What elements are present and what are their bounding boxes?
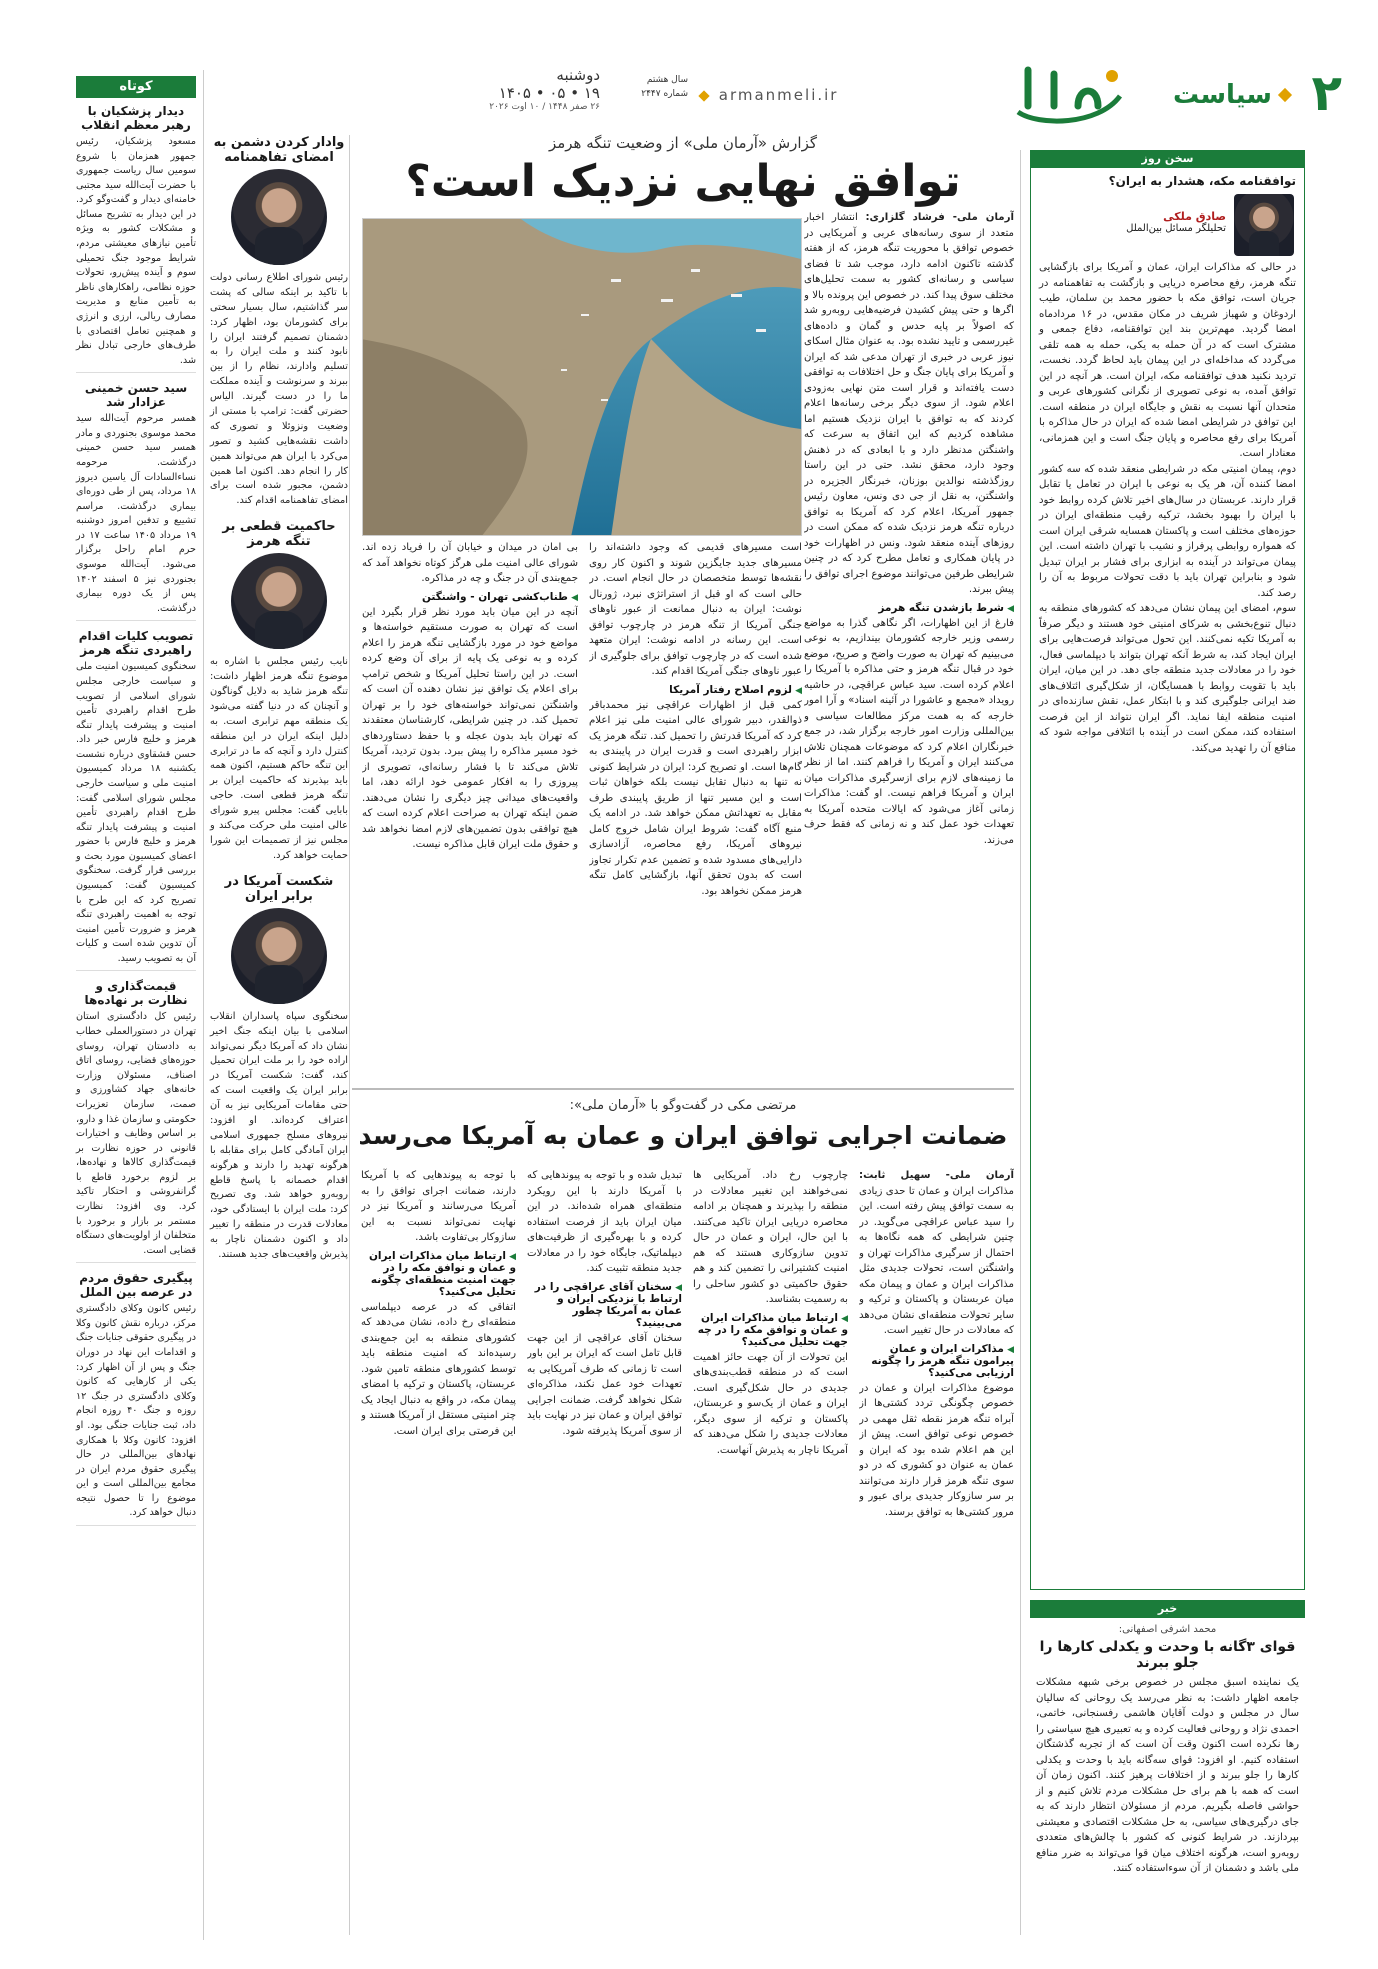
second-col-3: تبدیل شده و با توجه به پیوندهایی که با آمریکا دارند با این رویکرد منطقه‌ای همراه شده‌اند. در این میان ایران باید از فرصت استفاده کرده و با بهره‌گیری از ظرفیت‌های دیپلماتیک، جایگاه خود را در معادلات جدید منطقه تثبیت کند. ◀ سخنان آقای عراقچی را در ارتباط با نزدیکی ایران و عمان به آمریکا چطور می‌بینید؟ سخنان آقای عراقچی از این جهت قابل تامل است که ایران بر این باور است تا زمانی که طرف آمریکایی به تعهدات خود عمل نکند، مذاکره‌ای شکل نخواهد گرفت. ضمانت اجرایی توافق ایران و عمان نیز در نهایت باید از سوی آمریکا پذیرفته شود.	[527, 1168, 682, 1928]
commentary-portrait	[231, 908, 327, 1004]
editorial-label: سخن روز	[1031, 150, 1304, 168]
main-kicker: گزارش «آرمان ملی» از وضعیت تنگه هرمز	[548, 134, 818, 152]
commentary-portrait	[231, 169, 327, 265]
news-box-title: قوای ۳گانه با وحدت و یکدلی کارها را جلو ببرند	[1039, 1639, 1296, 1671]
divider-left	[203, 70, 204, 1940]
short-news-item: سید حسن خمینی عزادار شد همسر مرحوم آیت‌الله سید محمد موسوی بجنوردی و مادر همسر سید حسن خمینی درگذشت. مرحومه نساءالسادات آل یاسین دیروز ۱۸ مرداد، پس از طی دوره‌ای بیماری درگذشت. مراسم تشییع و تدفین امروز دوشنبه ۱۹ مرداد ۱۴۰۵ ساعت ۱۷ در حرم امام راحل برگزار می‌شود. آیت‌الله موسوی بجنوردی نیز ۵ اسفند ۱۴۰۲ پس از یک دوره بیماری درگذشت.	[76, 381, 196, 621]
section-label	[1173, 80, 1290, 110]
commentary-title: حاکمیت قطعی بر تنگه هرمز	[222, 519, 336, 550]
short-news-title: تصویب کلیات اقدام راهبردی تنگه هرمز	[78, 629, 194, 658]
short-news-label: کوتاه	[76, 76, 196, 98]
commentary-item: وادار کردن دشمن به امضای تفاهمنامه رئیس شورای اطلاع رسانی دولت با تاکید بر اینکه سالی که پشت سر گذاشتیم، سال بسیار سختی برای کشورمان بود، اظهار کرد: دشمنان تصمیم گرفتند ایران را نابود کنند و ملت ایران را به تسلیم وادارند، نظام را از بین ببرند و سرنوشت و آینده مملکت ما را در دست گیرند. الیاس حضرتی گفت: ترامپ با مستی از وضعیت ونزوئلا و تصوری که داشت نقشه‌هایی کشید و تصور می‌کرد با ایران هم می‌تواند همین کار را انجام دهد. اکنون اما همین دشمن، مجبور شده است برای امضای تفاهمنامه اقدام کند.	[210, 135, 348, 507]
masthead	[0, 62, 1378, 132]
logo	[1008, 56, 1128, 130]
editorial-author-photo	[1234, 194, 1294, 256]
second-story	[352, 1088, 1014, 1928]
second-col-2: چارچوب رخ داد. آمریکایی ها نمی‌خواهند این تغییر معادلات در منطقه را بپذیرند و همچنان بر ادامه محاصره دریایی ایران تاکید می‌کنند. با این حال، ایران و عمان در حال تدوین سازوکاری هستند که هم امنیت کشتیرانی را تضمین کند و هم حقوق حاکمیتی دو کشور ساحلی را به رسمیت بشناسد. ◀ ارتباط میان مذاکرات ایران و عمان و توافق مکه را در چه جهت تحلیل می‌کنید؟ این تحولات از آن جهت حائز اهمیت است که در منطقه قطب‌بندی‌های جدیدی در حال شکل‌گیری است. ایران و عمان از یک‌سو و عربستان، پاکستان و ترکیه از سوی دیگر، معادلات جدیدی را شکل می‌دهند که آمریکا ناچار به پذیرش آنهاست.	[693, 1168, 848, 1928]
short-news-item: قیمت‌گذاری و نظارت بر نهاده‌ها رئیس کل دادگستری استان تهران در دستورالعملی خطاب به دادستان تهران، روسای حوزه‌های قضایی، روسای اتاق اصناف، مسئولان وزارت خانه‌های جهاد کشاورزی و صمت، سازمان تعزیرات حکومتی و سازمان غذا و دارو، بر اساس وظایف و اختیارات قانونی در حوزه نظارت بر قیمت‌گذاری کالاها و نهاده‌ها، بر لزوم برخورد قاطع با گرانفروشی و احتکار تاکید کرد. وی افزود: نظارت مستمر بر بازار و برخورد با متخلفان از اولویت‌های دستگاه قضایی است.	[76, 979, 196, 1263]
second-kicker: مرتضی مکی در گفت‌وگو با «آرمان ملی»:	[569, 1098, 797, 1113]
logo-mark-icon	[1008, 56, 1128, 130]
short-news-column	[76, 76, 196, 1916]
short-news-item: پیگیری حقوق مردم در عرصه بین الملل رئیس کانون وکلای دادگستری مرکز، درباره نقش کانون وکلا در پیگیری حقوقی جنایات جنگ و اقدامات این نهاد در دوران جنگ و پس از آن اظهار کرد: یکی از کارهایی که کانون وکلای دادگستری در جنگ ۱۲ روزه و جنگ ۴۰ روزه انجام داد، ثبت جنایات جنگی بود. او افزود: کانون وکلا با همکاری نهادهای بین‌المللی در حال پیگیری حقوق مردم ایران در مجامع بین‌المللی است و این موضوع را تا حصول نتیجه دنبال خواهد کرد.	[76, 1271, 196, 1526]
commentary-title: وادار کردن دشمن به امضای تفاهمنامه	[213, 135, 345, 165]
web-bullet-icon	[698, 90, 709, 101]
main-photo	[362, 218, 802, 536]
date-block	[350, 66, 600, 112]
date-other: ۲۶ صفر ۱۴۴۸ / ۱۰ اوت ۲۰۲۶	[489, 102, 600, 112]
weekday: دوشنبه	[556, 66, 600, 84]
editorial-author-role: تحلیلگر مسائل بین‌الملل	[1126, 223, 1226, 234]
commentary-portrait	[231, 553, 327, 649]
date-shamsi: ۱۴۰۵ • ۰۵ • ۱۹	[498, 84, 600, 102]
main-col-left: بی امان در میدان و خیابان آن را فریاد زده اند. شورای عالی امنیت ملی هرگز کوتاه نخواهد آمد که جمع‌بندی آن در جنگ و چه در مذاکره. ◀ طناب‌کشی تهران - واشنگتن آنچه در این میان باید مورد نظر قرار بگیرد این است که تهران به صورت مستقیم خواسته‌ها و مواضع خود در مورد بازگشایی تنگه هرمز را اعلام کرده و به نوعی یک پایه از برای آن وضع کرده است. در این راستا تحلیل آمریکا و شخص ترامپ برای اعلام یک توافق نیز نشان دهنده آن است که واشنگتن نمی‌تواند خواسته‌های خود را بر تهران تحمیل کند. در چنین شرایطی، کارشناسان معتقدند که تهران باید بدون عجله و با حفظ دستاوردهای خود مسیر مذاکره را پیش ببرد. بدون تردید، آمریکا تلاش می‌کند تا با فشار رسانه‌ای، تصویری از پیروزی را به افکار عمومی خود ارائه دهد، اما واقعیت‌های میدانی چیز دیگری را نشان می‌دهند. ضمن اینکه تهران به صراحت اعلام کرده است که هیچ توافقی بدون تضمین‌های لازم امضا نخواهد شد و حقوق ملت ایران قابل مذاکره نیست.	[362, 540, 578, 1280]
short-news-item: تصویب کلیات اقدام راهبردی تنگه هرمز سخنگوی کمیسیون امنیت ملی و سیاست خارجی مجلس شورای اسلامی از تصویب طرح اقدام راهبردی تأمین امنیت و پیشرفت پایدار تنگه هرمز و خلیج فارس خبر داد. حسن قشقاوی درباره نشست یکشنبه ۱۸ مرداد کمیسیون امنیت ملی و سیاست خارجی مجلس شورای اسلامی گفت: طرح اقدام راهبردی تأمین امنیت و پیشرفت پایدار تنگه هرمز و خلیج فارس با حضور اعضای کمیسیون مورد بحث و بررسی قرار گرفت. سخنگوی کمیسیون گفت: کمیسیون تصریح کرد که این طرح با توجه به اهمیت راهبردی تنگه هرمز و ضرورت تأمین امنیت آن تدوین شده است و کلیات آن به تصویب رسید.	[76, 629, 196, 971]
middle-column	[210, 135, 348, 1895]
news-box: خبر محمد اشرفی اصفهانی: قوای ۳گانه با وحدت و یکدلی کارها را جلو ببرند یک نماینده اسبق مجلس در خصوص برخی شبهه مشکلات جامعه اظهار داشت: به نظر می‌رسد یک روحانی که سالیان سال در مجلس و دولت آقایان هاشمی رفسنجانی، خاتمی، احمدی نژاد و روحانی فعالیت کرده و به تعبیری هیچ سیاستی را رها نکرده است اکنون وقت آن است که از تجربه گذشتگان استفاده کنیم. او افزود: قوای سه‌گانه باید با وحدت و یکدلی کارها را جلو ببرند و از اختلافات پرهیز کنند. اکنون زمان آن است که همه با هم برای حل مشکلات مردم تلاش کنیم و از حواشی فاصله بگیریم. مردم از مسئولان انتظار دارند که به جای درگیری‌های سیاسی، به حل مشکلات اقتصادی و معیشتی بپردازند. در شرایط کنونی که کشور با چالش‌های متعددی روبه‌رو است، هرگونه اختلاف میان قوا می‌تواند به ضرر منافع ملی باشد و دشمنان از آن سوءاستفاده کنند.	[1030, 1600, 1305, 1930]
short-news-item: دیدار پزشکیان با رهبر معظم انقلاب مسعود پزشکیان، رئیس جمهور همزمان با شروع سومین سال ریاست جمهوری با حضرت آیت‌الله سید مجتبی خامنه‌ای دیدار و گفت‌وگو کرد. در این دیدار به تشریح مسائل و مشکلات کشور به ویژه تأمین نیازهای معیشتی مردم، شرایط موجود جنگ تحمیلی سوم و آینده پیش‌رو، تحولات حوزه نظامی، راهکارهای ناظر به تأمین منابع و مدیریت مصارف ریالی، ارزی و انرژی و همچنین تعامل اقتصادی با طرف‌های خارجی تبادل نظر شد.	[76, 104, 196, 373]
website[interactable]: armanmeli.ir	[700, 86, 838, 104]
section-marker-icon	[1278, 88, 1292, 102]
issue-info: سال هشتم شماره ۲۴۴۷	[641, 75, 688, 99]
main-headline: توافق نهایی نزدیک است؟	[405, 156, 961, 207]
short-news-title: پیگیری حقوق مردم در عرصه بین الملل	[79, 1271, 193, 1300]
short-news-list	[76, 104, 196, 1526]
short-news-title: دیدار پزشکیان با رهبر معظم انقلاب	[81, 104, 191, 132]
second-headline: ضمانت اجرایی توافق ایران و عمان به آمریکا می‌رسد	[358, 1121, 1008, 1150]
editorial-title: توافقنامه مکه، هشدار به ایران؟	[1108, 174, 1296, 188]
section-name: سیاست	[1172, 80, 1272, 110]
news-box-source: محمد اشرفی اصفهانی:	[1118, 1624, 1217, 1635]
main-col-right: آرمان ملی- فرشاد گلزاری: انتشار اخبار متعدد از سوی رسانه‌های عربی و آمریکایی در خصوص توافق با محوریت تنگه هرمز، که از هفته گذشته تاکنون ادامه دارد، موجب شد تا فضای سیاسی و رسانه‌ای کشور به سمت تحلیل‌های مختلف سوق پیدا کند. در خصوص این پرونده بالا و اگرها و حتی پیش کشیدن فرضیه‌هایی روبه‌رو شد که اصولاً بر پایه حدس و گمان و داده‌های غیررسمی و تایید نشده بود. به عنوان مثال اسکای نیوز عربی در خبری از تهران مدعی شد که ایران و آمریکا برای پایان جنگ و حل اختلافات به توافقی دست یافته‌اند و قرار است متن نهایی به‌زودی اعلام شود. از سوی دیگر برخی رسانه‌ها اعلام کردند که به توافق با ایران نزدیک هستیم اما مشاهده کردیم که این اتفاق به سرعت که واشنگتن مدنظر دارد و با ابعادی که در ذهنش وجود دارد، محقق نشد. حتی در این راستا روزگذشته نوالدین بوزنان، خبرنگار الجزیره در واشنگتن، به نقل از جی دی ونس، معاون رئیس جمهور آمریکا، اعلام کرد که آمریکا به توافق درباره تنگه هرمز نزدیک شده که ممکن است در روزهای آینده منعقد شود. ونس در اظهارات خود در پایان همکاری و تعامل مطرح کرد که در چنین شرایطی طرفین می‌توانند موضوع اجرای توافق را پیش ببرند. ◀ شرط بازشدن تنگه هرمز فارغ از این اظهارات، اگر نگاهی گذرا به مواضع رسمی وزیر خارجه کشورمان بیندازیم، به نوعی می‌بینیم که تهران به صورت واضح و صریح، موضع خود در قبال تنگه هرمز و حتی مذاکره با آمریکا را اعلام کرده است. سید عباس عراقچی، در حاشیه رویداد «مجمع و عاشورا در آئینه اسناد» و آرا امور خارجه که به همت مرکز مطالعات سیاسی و بین‌المللی وزارت امور خارجه برگزار شد، در جمع خبرنگاران اعلام کرد که موضوعات همچنان تلاش می‌کنند ایران و آمریکا را فراهم کنند. اما از نظر ما زمینه‌های لازم برای ازسرگیری مذاکرات میان ایران و آمریکا فراهم نیست. او گفت: مذاکرات زمانی آغاز می‌شود که ایالات متحده آمریکا به تعهدات خود عمل کند و نه زمانی که فقط حرف می‌زند.	[804, 210, 1014, 1280]
commentary-item: حاکمیت قطعی بر تنگه هرمز نایب رئیس مجلس با اشاره به موضوع تنگه هرمز اظهار داشت: تنگه هرمز شاید به دلایل گوناگون و آنچنان که در دنیا گفته می‌شود یک منطقه مهم ترابری است. به دلیل اینکه ایران در این منطقه کنترل دارد و آنچه که ما در ترابری این تنگه حاکم هستیم، اکنون همه باید بپذیرند که حاکمیت ایران بر تنگه هرمز قطعی است. حاجی بابایی گفت: مجلس پیرو شورای عالی امنیت ملی حرکت می‌کند و مجلس نیز از تصمیمات این شورا حمایت خواهد کرد.	[210, 519, 348, 861]
divider-right	[1020, 150, 1021, 1935]
main-subhead-1: ◀ شرط بازشدن تنگه هرمز	[804, 602, 1014, 614]
main-subhead-3: ◀ طناب‌کشی تهران - واشنگتن	[362, 591, 578, 603]
strait-aerial-image	[362, 219, 801, 536]
short-news-title: سید حسن خمینی عزادار شد	[84, 381, 188, 410]
short-news-title: قیمت‌گذاری و نظارت بر نهاده‌ها	[84, 979, 188, 1008]
main-col-mid: است مسیرهای قدیمی که وجود داشته‌اند را مسیرهای جدید جایگزین شوند و اکنون کار روی نقشه‌ها توسط متخصصان در حال انجام است. در حالی است که او قبل از استراتژی نبرد، ژورنال نوشت: ایران به دنبال ممانعت از عبور ناوهای جنگی آمریکا از تنگه هرمز در چارچوب توافق است. این رسانه در ادامه نوشت: ایران متعهد شده است که در چارچوب توافق برای جلوگیری از عبور ناوهای جنگی آمریکا اقدام کند. ◀ لزوم اصلاح رفتار آمریکا کمی قبل از اظهارات عراقچی نیز محمدباقر ذوالقدر، دبیر شورای عالی امنیت ملی نیز اعلام کرد که آمریکا قدرتش را تحمیل کند. تنگه هرمز یک ابزار راهبردی است و قدرت ایران در پایبندی به گام‌ها است. او تصریح کرد: ایران در شرایط کنونی نه تنها به دنبال تقابل نیست بلکه خواهان ثبات است و این مسیر تنها از طریق پایبندی طرف مقابل به تعهداتش ممکن خواهد شد. در ادامه یک منبع آگاه گفت: شروط ایران شامل خروج کامل نیروهای آمریکا، رفع محاصره، آزادسازی دارایی‌های مسدود شده و تضمین عدم تکرار تجاوز است که بدون تحقق آنها، بازگشایی کامل تنگه هرمز ممکن نخواهد بود.	[589, 540, 802, 1280]
main-byline: آرمان ملی- فرشاد گلزاری:	[865, 212, 1014, 223]
divider-mid	[349, 135, 350, 1935]
main-subhead-2: ◀ لزوم اصلاح رفتار آمریکا	[589, 684, 802, 696]
second-col-4: با توجه به پیوندهایی که با آمریکا دارند، ضمانت اجرای توافق را به آمریکا می‌رسانند و آمریکا نیز در نهایت نمی‌تواند نسبت به این سازوکار بی‌تفاوت باشد. ◀ ارتباط میان مذاکرات ایران و عمان و توافق مکه را در جهت امنیت منطقه‌ای چگونه تحلیل می‌کنید؟ اتفاقی که در عرصه دیپلماسی منطقه‌ای رخ داده، نشان می‌دهد که کشورهای منطقه به این جمع‌بندی رسیده‌اند که امنیت منطقه باید توسط کشورهای منطقه تامین شود. عربستان، پاکستان و ترکیه با امضای پیمان مکه، در واقع به دنبال ایجاد یک چتر امنیتی مستقل از آمریکا هستند و این فرصتی برای ایران است.	[361, 1168, 516, 1928]
commentary-title: شکست آمریکا در برابر ایران	[224, 873, 334, 904]
commentary-item: شکست آمریکا در برابر ایران سخنگوی سپاه پاسداران انقلاب اسلامی با بیان اینکه جنگ اخیر نشان داد که آمریکا دیگر نمی‌تواند اراده خود را بر ملت ایران تحمیل کند، گفت: شکست آمریکا در برابر ایران یک واقعیت است که حتی مقامات آمریکایی نیز به آن اعتراف کرده‌اند. او افزود: نیروهای مسلح جمهوری اسلامی ایران آمادگی کامل برای مقابله با هرگونه تهدید را دارند و هرگونه اقدام خصمانه با پاسخ قاطع روبه‌رو خواهد شد. وی تصریح کرد: ملت ایران با ایستادگی خود، معادلات قدرت در منطقه را تغییر داد و اکنون دشمنان ناچار به پذیرش واقعیت‌های جدید هستند.	[210, 873, 348, 1260]
news-box-label: خبر	[1030, 1600, 1305, 1618]
page-number: ۲	[1311, 64, 1342, 122]
second-col-1: آرمان ملی- سهیل ثابت: مذاکرات ایران و عمان تا حدی زیادی به سمت توافق پیش رفته است. این را سید عباس عراقچی می‌گوید. در چنین شرایطی که همه نگاه‌ها به احتمال از سرگیری مذاکرات تهران و واشنگتن است، تحولات جدیدی مثل مذاکرات ایران و عمان و پیمان مکه میان عربستان و پاکستان و ترکیه و سایر تحولات منطقه‌ای نشان می‌دهد که معادلات در حال تغییر است. ◀ مذاکرات ایران و عمان پیرامون تنگه هرمز را چگونه ارزیابی می‌کنید؟ موضوع مذاکرات ایران و عمان در خصوص چگونگی تردد کشتی‌ها از آبراه تنگه هرمز نقطه ثقل مهمی در خصوص نوعی توافق است. پیش از این هم اعلام شده بود که ایران و عمان به عنوان دو کشوری که در دو سوی تنگه هرمز قرار دارند می‌توانند بر سر سازوکار جدیدی برای عبور و مرور کشتی‌ها به توافق برسند.	[859, 1168, 1014, 1928]
editorial-author: صادق ملکی	[1163, 210, 1226, 223]
editorial: سخن روز توافقنامه مکه، هشدار به ایران؟ صادق ملکی تحلیلگر مسائل بین‌الملل در حالی که مذاکرات ایران، عمان و آمریکا برای بازگشایی تنگه هرمز، رفع محاصره دریایی و بازگشت به تفاهمنامه در جریان است، توافق مکه با حضور محمد بن سلمان، طیب اردوغان و شهباز شریف در مکان مقدس، در ۱۶ مردادماه امضا گردید. مهم‌ترین بند این توافقنامه، دفاع جمعی و مشترک است که در آن حمله به یکی، حمله به همه تلقی می‌گردد که مداخله‌ای در این پیمان باید لحاظ گردد. نخست، تردید نکنید هدف توافقنامه مکه، ایران است. هر آنچه در این توافق آمده، به نوعی تصویری از نگرانی کشورهای عربی و متحدان آنها نسبت به نقش و جایگاه ایران در منطقه است. این توافق در شرایطی امضا شده که ایران در حال مذاکره با آمریکا برای رفع محاصره و پایان جنگ است و این همزمانی، معنادار است. دوم، پیمان امنیتی مکه در شرایطی منعقد شده که سه کشور امضا کننده آن، هر یک به نوعی با ایران در تعامل یا تقابل قرار دارند. عربستان در سال‌های اخیر تلاش کرده روابط خود با ایران را بهبود بخشد، ترکیه رقیب منطقه‌ای ایران در حوزه‌های مختلف است و پاکستان همسایه شرقی ایران است که همواره روابطی پرفراز و نشیب با تهران داشته است. این پیمان می‌تواند در آینده به ابزاری برای فشار بر ایران تبدیل شود و بنابراین تهران باید با دقت تحولات مربوط به آن را رصد کند. سوم، امضای این پیمان نشان می‌دهد که کشورهای منطقه به دنبال تنوع‌بخشی به شرکای امنیتی خود هستند و دیگر صرفاً به آمریکا تکیه نمی‌کنند. این تحول می‌تواند فرصت‌هایی برای ایران ایجاد کند، به شرط آنکه تهران بتواند با دیپلماسی فعال، خود را در معادلات جدید منطقه جای دهد. در این میان، ایران باید با تقویت روابط با همسایگان، از شکل‌گیری ائتلاف‌های ضد ایرانی جلوگیری کند و با ابتکار عمل، نقش سازنده‌ای در امنیت منطقه ایفا نماید. اگر ایران نتواند از این فرصت استفاده کند، ممکن است در آینده با ائتلافی مواجه شود که منافع آن را تهدید می‌کند.	[1030, 150, 1305, 1590]
